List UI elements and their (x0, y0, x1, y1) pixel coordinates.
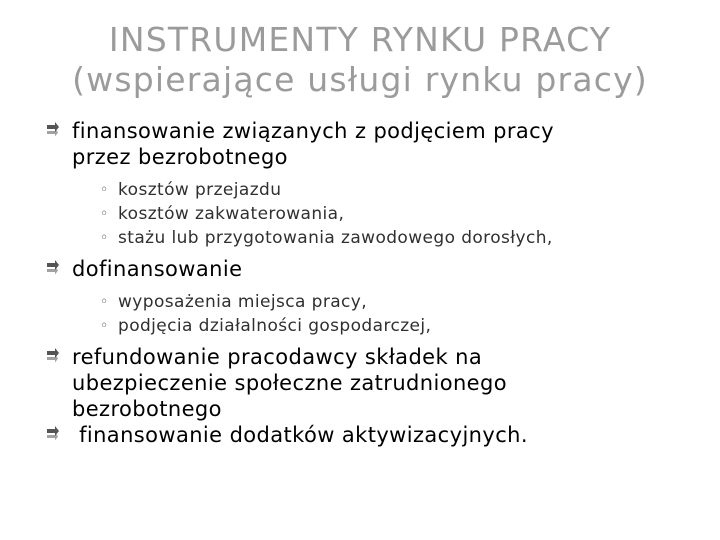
sub-item-text: stażu lub przygotowania zawodowego dorosłych, (118, 228, 553, 248)
sub-item (72, 290, 686, 314)
bullet-text-line: refundowanie pracodawcy składek na (72, 345, 483, 369)
bullet-text-line: dofinansowanie (72, 257, 243, 281)
circle-bullet-icon: ◦ (100, 182, 109, 198)
sub-item (72, 226, 686, 250)
sub-item-text: kosztów zakwaterowania, (118, 204, 345, 224)
circle-bullet-icon: ◦ (100, 206, 109, 222)
slide-title (0, 20, 720, 100)
bullet-text-line: przez bezrobotnego (72, 145, 288, 169)
bullet-item-financing (46, 118, 686, 250)
sub-item-text: kosztów przejazdu (118, 180, 282, 200)
bullet-text-line: bezrobotnego (72, 397, 222, 421)
bullet-text-line: finansowanie związanych z podjęciem pracy (72, 119, 554, 143)
bullet-text-line: finansowanie dodatków aktywizacyjnych. (72, 423, 528, 447)
sub-list (72, 290, 686, 338)
bullet-item-allowances (46, 422, 686, 448)
bullet-item-cofinancing (46, 256, 686, 338)
sub-item (72, 202, 686, 226)
circle-bullet-icon: ◦ (100, 230, 109, 246)
sub-item (72, 314, 686, 338)
bullet-list (46, 118, 686, 448)
arrow-bullet-icon (46, 122, 60, 138)
circle-bullet-icon: ◦ (100, 294, 109, 310)
bullet-item-refund (46, 344, 686, 422)
sub-item-text: podjęcia działalności gospodarczej, (118, 316, 432, 336)
title-line-1: INSTRUMENTY RYNKU PRACY (108, 20, 612, 59)
circle-bullet-icon: ◦ (100, 318, 109, 334)
arrow-bullet-icon (46, 426, 60, 442)
sub-list (72, 178, 686, 250)
arrow-bullet-icon (46, 348, 60, 364)
arrow-bullet-icon (46, 260, 60, 276)
sub-item-text: wyposażenia miejsca pracy, (118, 292, 368, 312)
sub-item (72, 178, 686, 202)
bullet-text-line: ubezpieczenie społeczne zatrudnionego (72, 371, 507, 395)
title-line-2: (wspierające usługi rynku pracy) (72, 60, 648, 99)
